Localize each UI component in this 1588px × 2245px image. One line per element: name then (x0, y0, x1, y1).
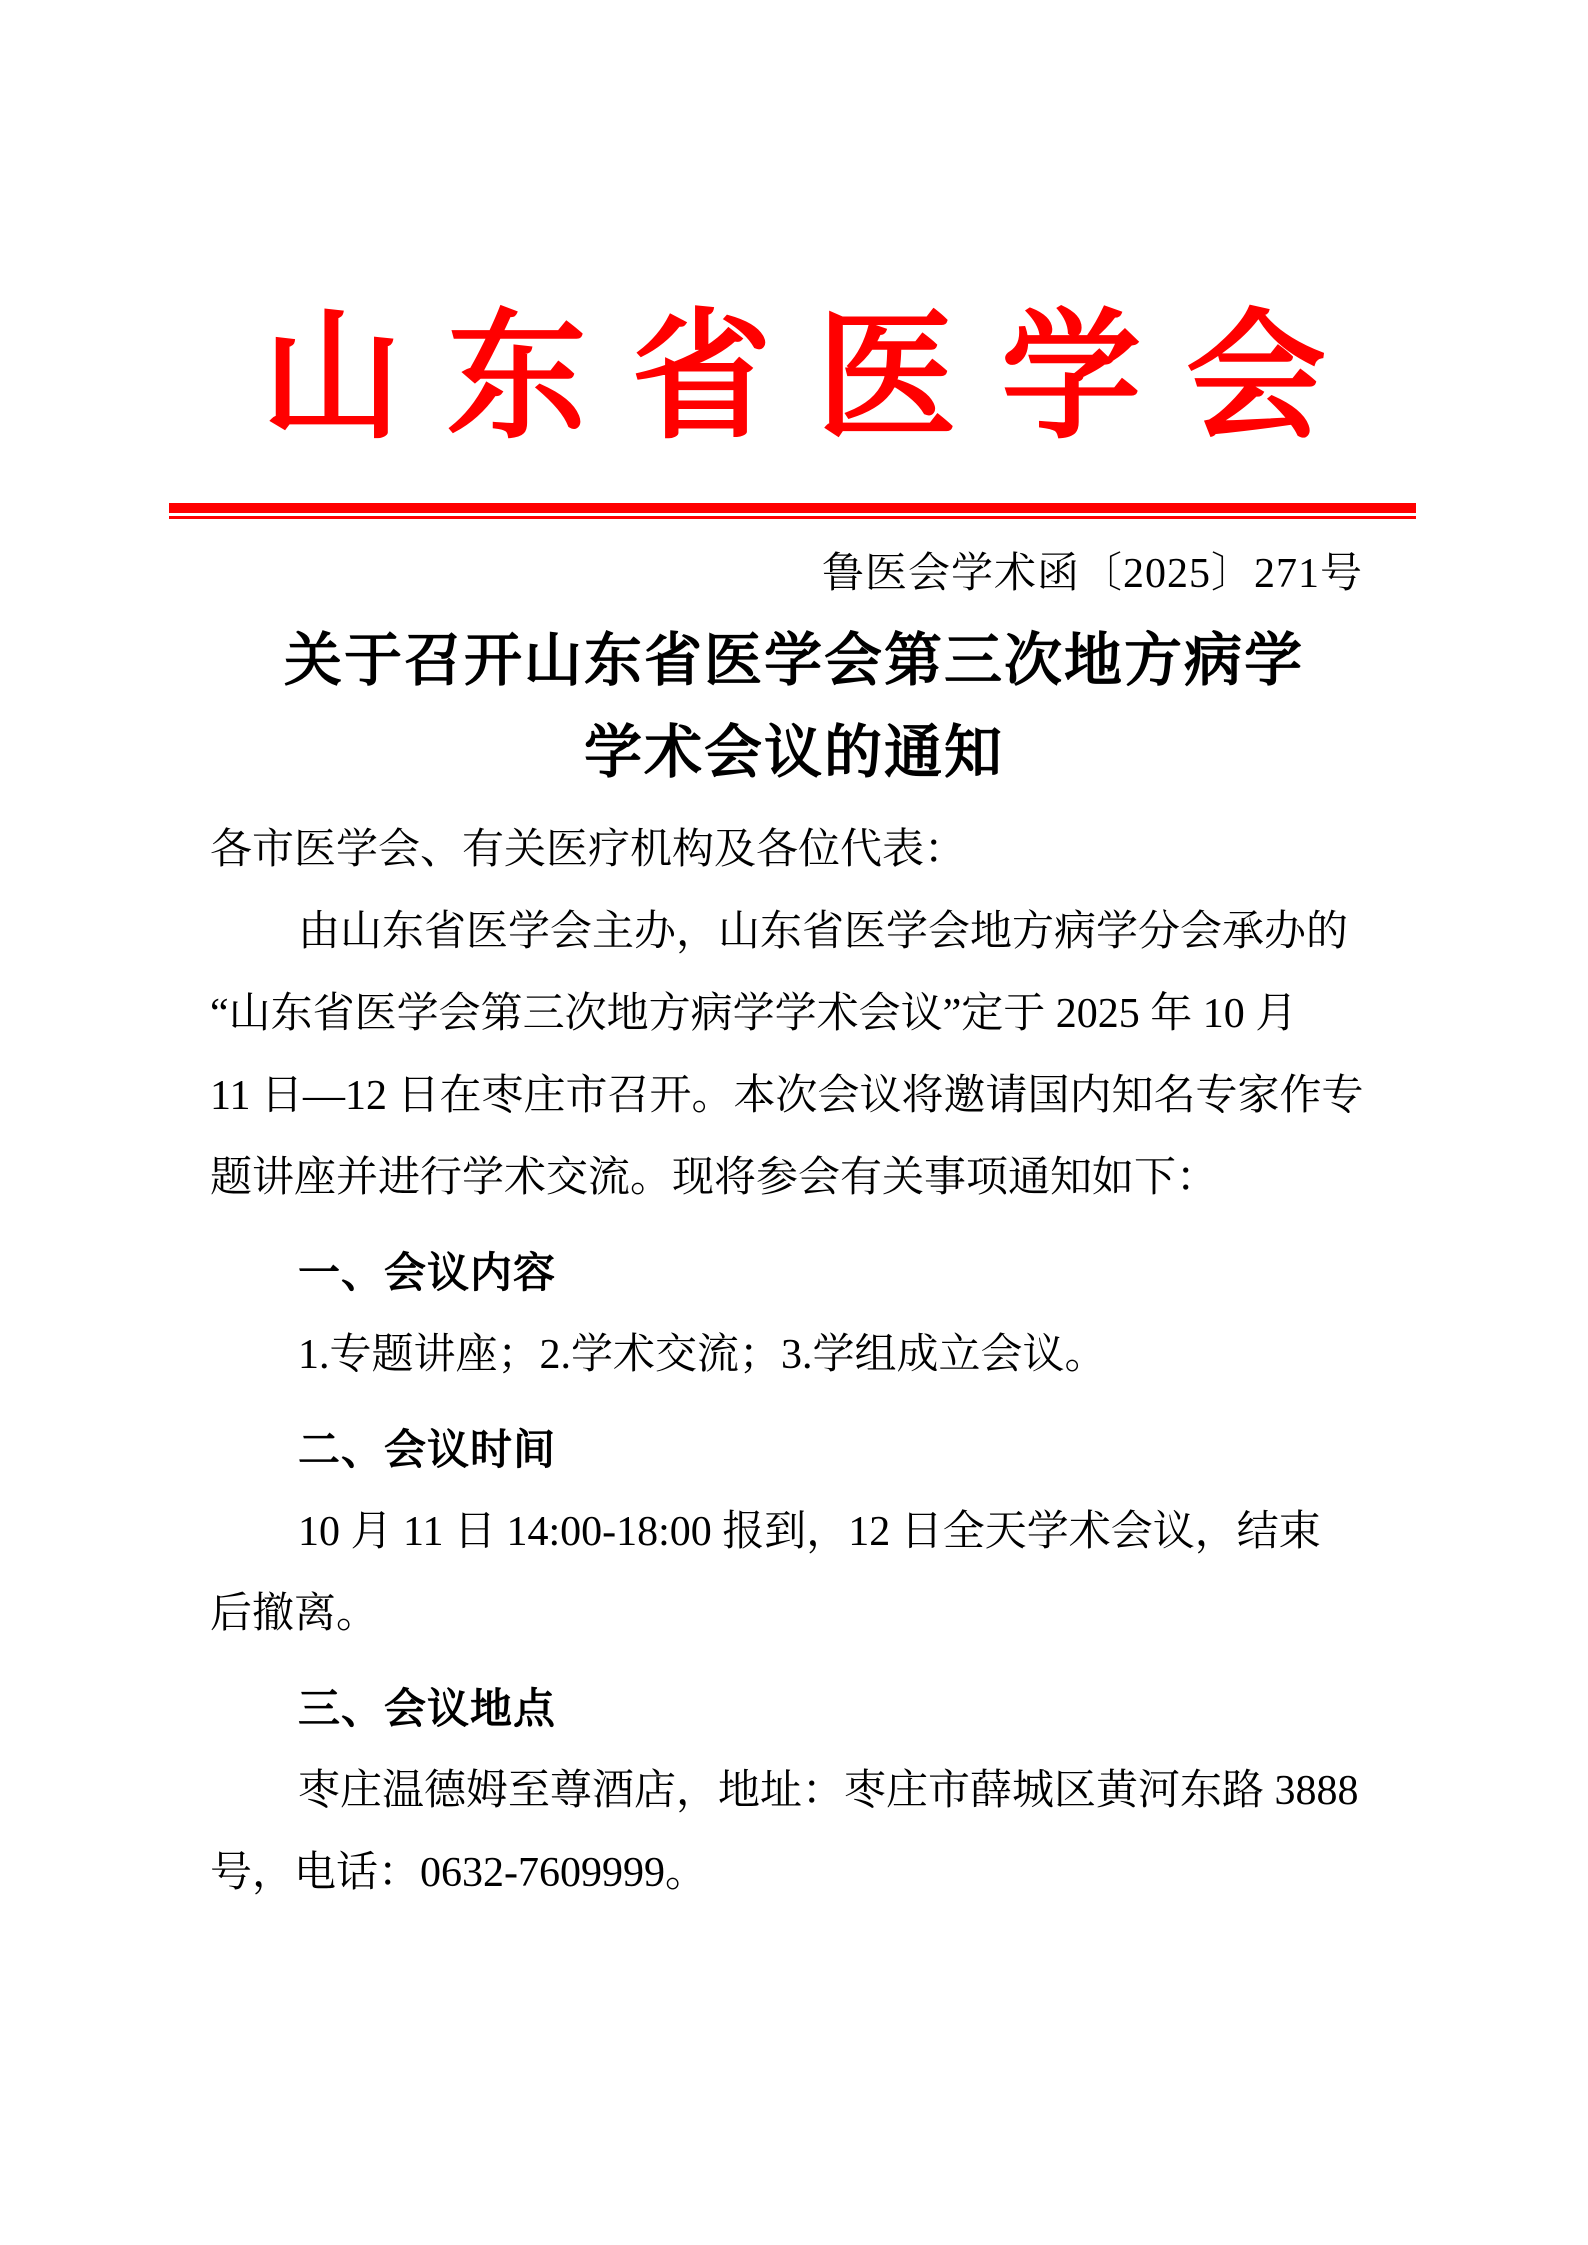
section-line: 号，电话：0632-7609999。 (210, 1850, 707, 1896)
paragraph-line: 由山东省医学会主办，山东省医学会地方病学分会承办的 (298, 909, 1349, 955)
section-line: 枣庄温德姆至尊酒店，地址：枣庄市薛城区黄河东路 3888 (298, 1768, 1359, 1814)
letterhead-divider (169, 503, 1416, 519)
paragraph-line: 题讲座并进行学术交流。现将参会有关事项通知如下： (210, 1155, 1219, 1201)
notice-title-line2: 学术会议的通知 (583, 720, 1004, 785)
section-heading-location: 三、会议地点 (298, 1685, 557, 1732)
divider-thin-line (169, 516, 1416, 519)
document-number: 鲁医会学术函〔2025〕271号 (821, 551, 1363, 597)
section-line: 10 月 11 日 14:00-18:00 报到，12 日全天学术会议，结束 (298, 1509, 1321, 1555)
section-line: 1.专题讲座；2.学术交流；3.学组成立会议。 (298, 1332, 1107, 1378)
salutation-line: 各市医学会、有关医疗机构及各位代表： (210, 827, 967, 873)
divider-thick-line (169, 503, 1416, 513)
paragraph-line: 11 日—12 日在枣庄市召开。本次会议将邀请国内知名专家作专 (210, 1073, 1364, 1119)
section-line: 后撤离。 (210, 1591, 379, 1637)
section-heading-content: 一、会议内容 (298, 1249, 557, 1296)
notice-title (0, 615, 1588, 799)
notice-body (0, 809, 1588, 1914)
notice-title-line1: 关于召开山东省医学会第三次地方病学 (283, 628, 1304, 693)
section-heading-time: 二、会议时间 (298, 1426, 557, 1473)
org-letterhead-title: 山东省医学会 (261, 301, 1371, 456)
paragraph-line: “山东省医学会第三次地方病学学术会议”定于 2025 年 10 月 (210, 991, 1298, 1037)
